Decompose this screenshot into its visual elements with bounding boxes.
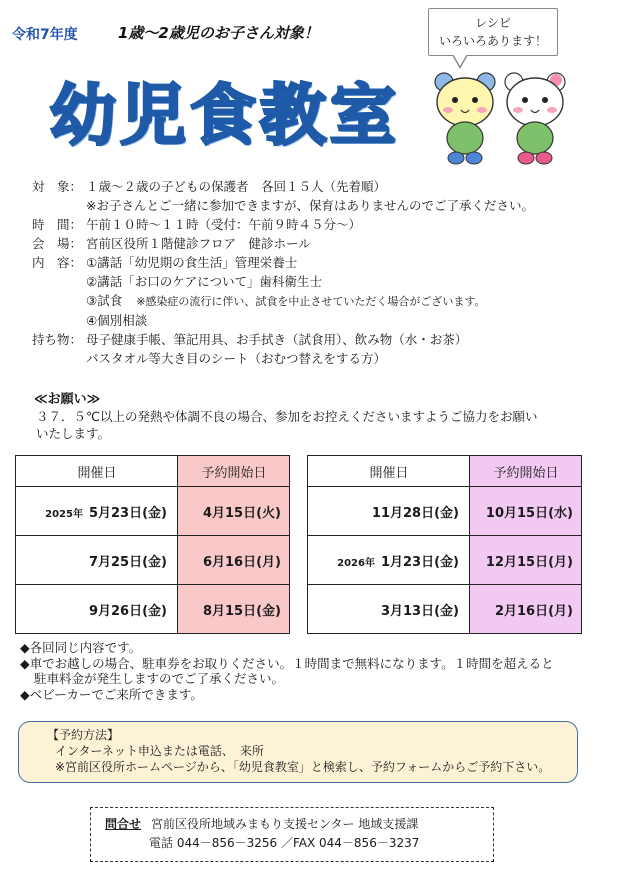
header-date: 開催日 — [16, 456, 178, 487]
info-value: 午前１０時～１１時（受付：午前９時４５分～） — [86, 217, 362, 232]
info-belongings-2 — [32, 349, 602, 368]
event-date: 3月13日(金) — [308, 585, 470, 634]
booking-start: 12月15日(月) — [470, 536, 582, 585]
info-venue — [32, 234, 602, 253]
event-info — [32, 177, 602, 368]
info-label: 対 象： — [32, 179, 83, 194]
header-start: 予約開始日 — [470, 456, 582, 487]
recipe-bubble-line2: いろいろあります！ — [438, 34, 547, 48]
info-value: ②講話「お口のケアについて」歯科衛生士 — [86, 274, 322, 289]
info-value: ④個別相談 — [86, 313, 148, 328]
info-label: 持ち物： — [32, 332, 83, 347]
info-value: ※お子さんとご一緒に参加できますが、保育はありませんのでご了承ください。 — [86, 198, 534, 213]
contact-box — [90, 807, 494, 862]
recipe-bubble-line1: レシピ — [475, 16, 511, 30]
info-value: １歳～２歳の子どもの保護者 各回１５人（先着順） — [86, 179, 387, 194]
event-date: 11月28日(金) — [308, 487, 470, 536]
target-subtitle: 1歳～2歳児のお子さん対象！ — [118, 24, 319, 42]
info-value: ①講話「幼児期の食生活」管理栄養士 — [86, 255, 298, 270]
note-parking-cont: 駐車料金が発生しますのでご了承ください。 — [34, 671, 285, 686]
booking-start: 8月15日(金) — [178, 585, 290, 634]
recipe-speech-bubble — [428, 8, 558, 56]
booking-line1: インターネット申込または電話、 来所 — [55, 744, 264, 758]
table-row — [308, 585, 582, 634]
info-label — [32, 291, 86, 311]
info-time — [32, 215, 602, 234]
booking-line2: ※宮前区役所ホームページから、「幼児食教室」と検索し、予約フォームからご予約下さい。 — [55, 760, 551, 774]
booking-start: 4月15日(火) — [178, 487, 290, 536]
contact-phone: 電話 044－856－3256 ／FAX 044－856－3237 — [149, 836, 420, 850]
booking-method-box — [18, 721, 578, 783]
info-label — [32, 196, 86, 215]
info-value: ③試食 — [86, 293, 123, 308]
event-date — [308, 536, 470, 585]
bubble-tail-inner — [453, 54, 467, 66]
info-value: 宮前区役所１階健診フロア 健診ホール — [86, 236, 311, 251]
info-label — [32, 349, 86, 368]
info-content-2 — [32, 272, 602, 291]
table-row — [16, 487, 290, 536]
table-row — [16, 536, 290, 585]
info-content-4 — [32, 311, 602, 330]
info-value-wrap — [86, 291, 602, 311]
event-date — [16, 487, 178, 536]
info-value: バスタオル等大き目のシート（おむつ替えをする方） — [86, 351, 387, 366]
header-start: 予約開始日 — [178, 456, 290, 487]
fiscal-year: 令和7年度 — [12, 27, 78, 43]
header-date: 開催日 — [308, 456, 470, 487]
schedule-table-right — [307, 455, 582, 634]
schedule-table-left — [15, 455, 290, 634]
request-title: ≪お願い≫ — [34, 392, 101, 407]
request-line1: ３７．５℃以上の発熱や体調不良の場合、参加をお控えくださいますようご協力をお願い — [36, 409, 538, 424]
table-row — [308, 536, 582, 585]
info-label: 会 場： — [32, 236, 83, 251]
note-parking: ◆車でお越しの場合、駐車券をお取りください。１時間まで無料になります。１時間を超えると — [20, 655, 554, 671]
info-target-note — [32, 196, 602, 215]
info-belongings — [32, 330, 602, 349]
request-body — [36, 408, 576, 442]
info-label: 内 容： — [32, 255, 83, 270]
table-row — [16, 585, 290, 634]
contact-org: 宮前区役所地域みまもり支援センター 地域支援課 — [151, 817, 419, 831]
info-content — [32, 253, 602, 272]
year-label: 2025年 — [45, 508, 83, 520]
mascot-left — [435, 73, 495, 164]
tasting-note: ※感染症の流行に伴い、試食を中止させていただく場合がございます。 — [136, 295, 486, 308]
info-label — [32, 272, 86, 291]
mascot-illustration — [430, 66, 570, 166]
page-title: 幼児食教室 — [50, 77, 400, 154]
note-stroller: ◆ベビーカーでご来所できます。 — [20, 686, 203, 702]
booking-start: 6月16日(月) — [178, 536, 290, 585]
contact-line1 — [105, 815, 493, 834]
booking-start: 10月15日(水) — [470, 487, 582, 536]
notes — [20, 640, 610, 702]
year-label: 2026年 — [337, 557, 375, 569]
info-label: 時 間： — [32, 217, 83, 232]
request-line2: いたします。 — [36, 426, 111, 441]
table-row — [308, 487, 582, 536]
date-value: 1月23日(金) — [380, 554, 459, 570]
booking-title: 【予約方法】 — [47, 728, 120, 742]
booking-start: 2月16日(月) — [470, 585, 582, 634]
info-target — [32, 177, 602, 196]
event-date: 9月26日(金) — [16, 585, 178, 634]
mascot-right — [505, 73, 565, 164]
date-value: 5月23日(金) — [88, 505, 167, 521]
event-date: 7月25日(金) — [16, 536, 178, 585]
note-same-content: ◆各回同じ内容です。 — [20, 640, 142, 655]
info-value: 母子健康手帳、筆記用具、お手拭き（試食用）、飲み物（水・お茶） — [86, 332, 468, 347]
info-content-3 — [32, 291, 602, 311]
info-label — [32, 311, 86, 330]
contact-label: 問合せ — [105, 817, 142, 831]
